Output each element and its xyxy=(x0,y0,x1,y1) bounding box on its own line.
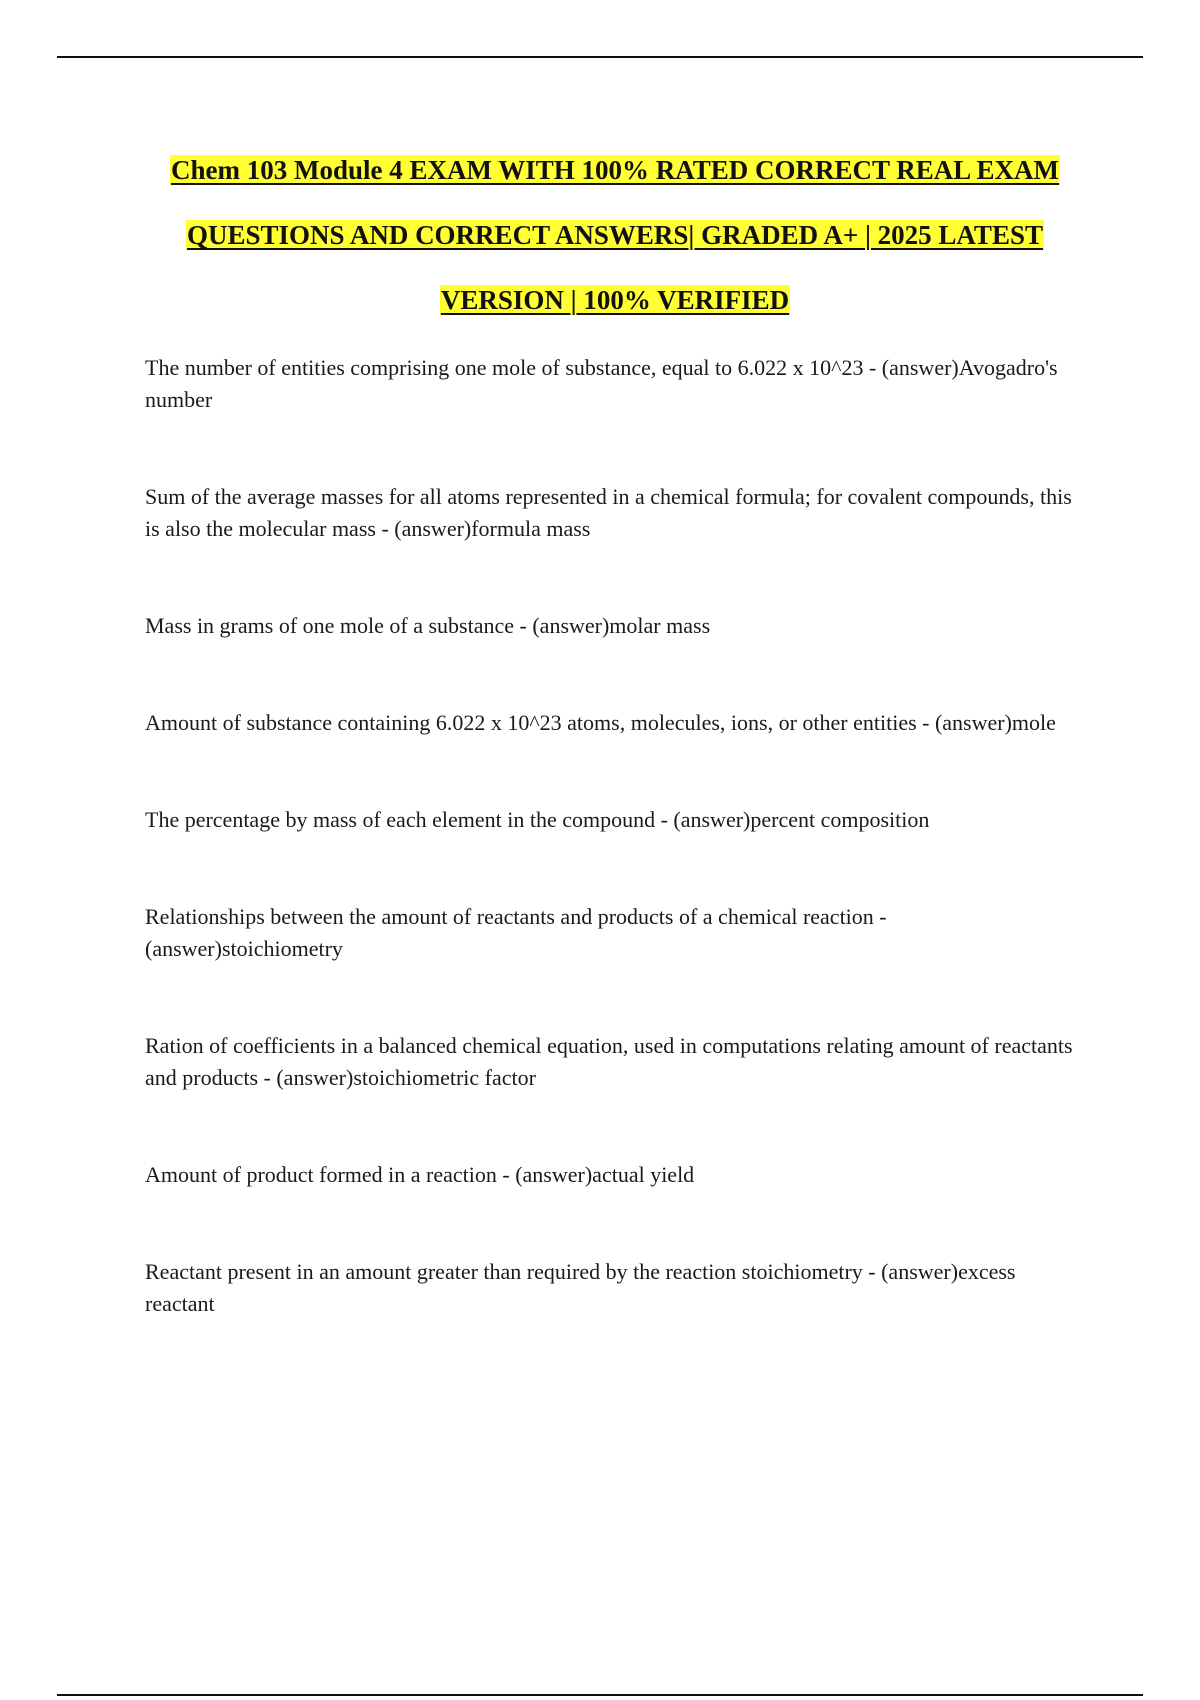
title-line-3: VERSION | 100% VERIFIED xyxy=(440,285,790,315)
qa-item-stoichiometry: Relationships between the amount of reactants and products of a chemical reaction - (answer)stoichiometry xyxy=(145,904,887,961)
qa-item-avogadros-number: The number of entities comprising one mole of substance, equal to 6.022 x 10^23 - (answer)Avogadro's number xyxy=(145,355,1058,412)
qa-item-actual-yield: Amount of product formed in a reaction - (answer)actual yield xyxy=(145,1162,695,1187)
qa-item-molar-mass: Mass in grams of one mole of a substance - (answer)molar mass xyxy=(145,613,711,638)
bottom-rule xyxy=(57,1694,1143,1696)
title-line-1: Chem 103 Module 4 EXAM WITH 100% RATED CORRECT REAL EXAM xyxy=(170,155,1060,185)
qa-item-excess-reactant: Reactant present in an amount greater than required by the reaction stoichiometry - (answer)excess reactant xyxy=(145,1259,1016,1316)
document-title xyxy=(130,138,1100,333)
qa-item-percent-composition: The percentage by mass of each element in the compound - (answer)percent composition xyxy=(145,807,930,832)
qa-item-formula-mass: Sum of the average masses for all atoms represented in a chemical formula; for covalent compounds, this is also the molecular mass - (answer)formula mass xyxy=(145,484,1072,541)
title-line-2: QUESTIONS AND CORRECT ANSWERS| GRADED A+ | 2025 LATEST xyxy=(187,220,1043,250)
top-rule xyxy=(57,56,1143,58)
qa-item-mole: Amount of substance containing 6.022 x 10^23 atoms, molecules, ions, or other entities - (answer)mole xyxy=(145,710,1056,735)
qa-item-stoichiometric-factor: Ration of coefficients in a balanced chemical equation, used in computations relating amount of reactants and products - (answer)stoichiometric factor xyxy=(145,1033,1073,1090)
question-answer-list xyxy=(145,352,1080,1385)
